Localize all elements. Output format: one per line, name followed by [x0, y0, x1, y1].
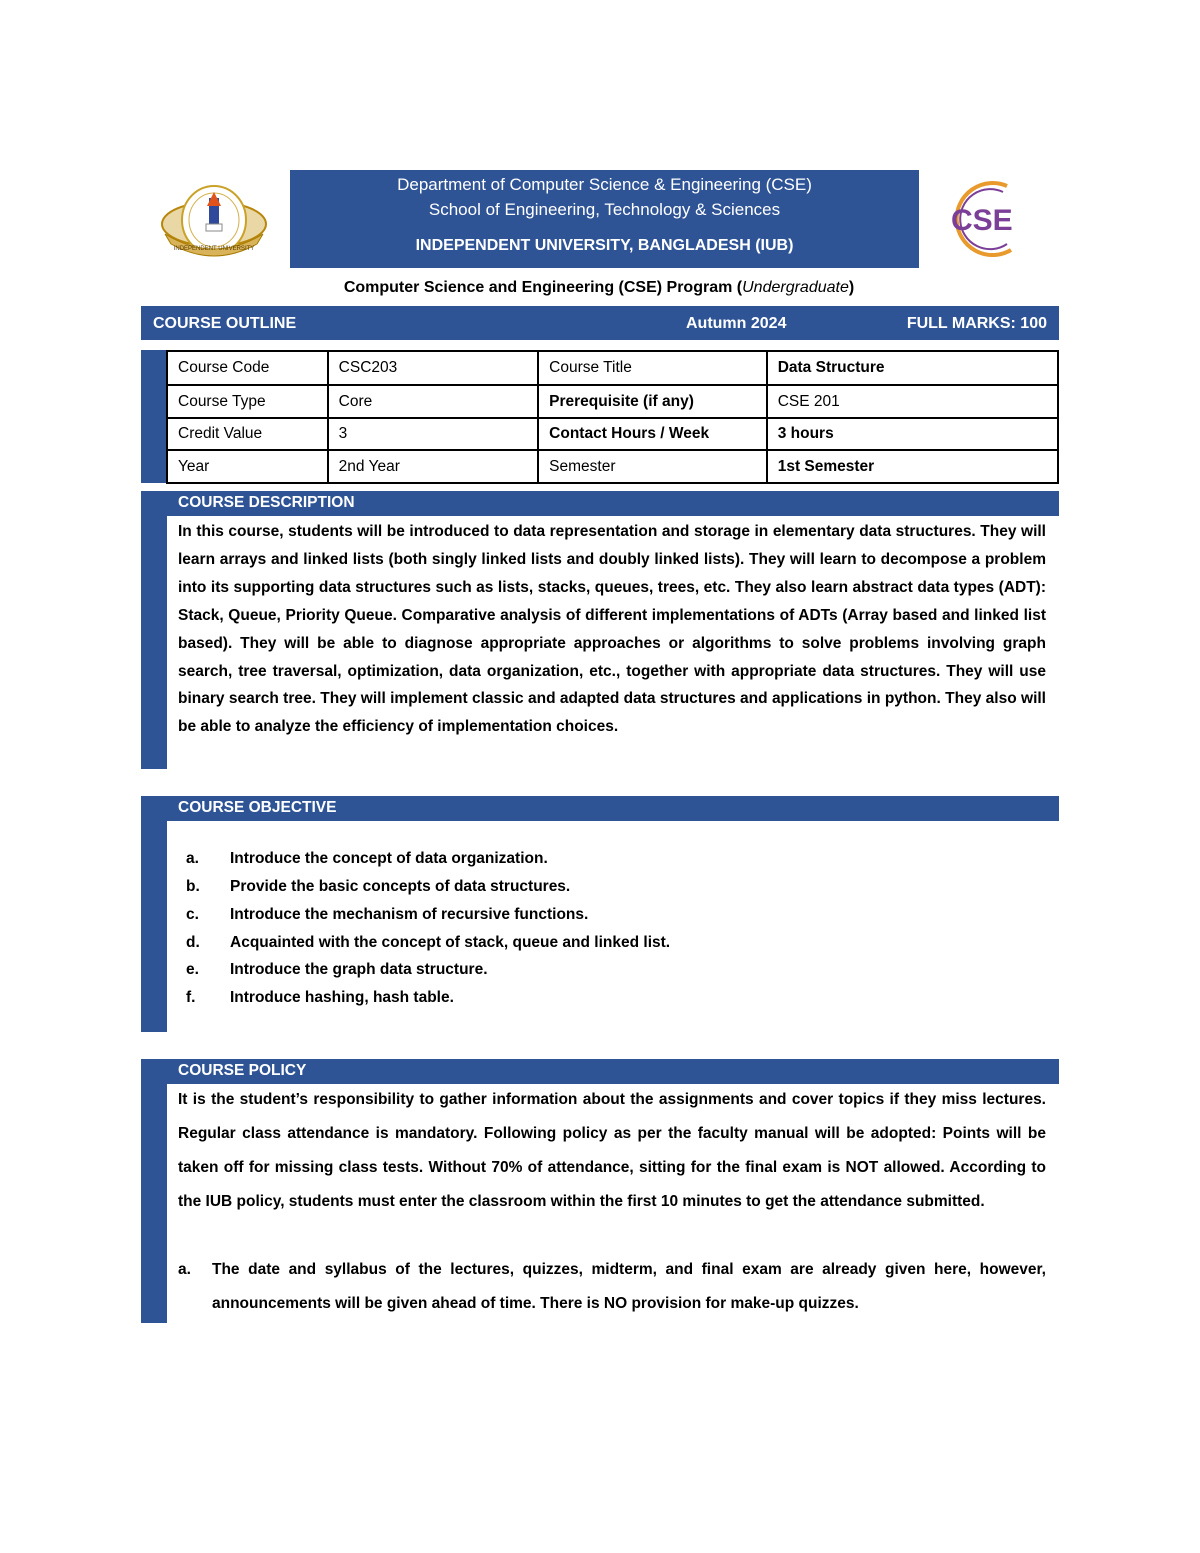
table-cell: 1st Semester — [767, 450, 1058, 483]
cse-logo — [945, 178, 1030, 260]
table-row — [167, 450, 1058, 483]
full-marks-label: FULL MARKS: 100 — [906, 315, 1047, 332]
list-item: b. Provide the basic concepts of data structures. — [186, 878, 571, 895]
list-item: a. Introduce the concept of data organization. — [186, 850, 548, 867]
table-cell: Semester — [538, 450, 767, 483]
table-cell: CSE 201 — [767, 385, 1058, 418]
table-row — [167, 385, 1058, 418]
objective-accent-bar — [141, 796, 167, 1032]
table-cell: Prerequisite (if any) — [538, 385, 767, 418]
list-item: e. Introduce the graph data structure. — [186, 961, 488, 978]
semester-label: Autumn 2024 — [686, 315, 787, 332]
list-item: d. Acquainted with the concept of stack, queue and linked list. — [186, 934, 671, 951]
objective-title: COURSE OBJECTIVE — [178, 799, 337, 816]
objective-header — [141, 796, 1059, 821]
header-banner — [290, 170, 919, 268]
description-accent-bar — [141, 491, 167, 769]
program-title: Computer Science and Engineering (CSE) Program (Undergraduate) — [343, 279, 855, 296]
table-cell: 2nd Year — [328, 450, 539, 483]
svg-text:CSE: CSE — [951, 204, 1013, 237]
table-cell: Course Code — [167, 351, 328, 385]
table-cell: 3 hours — [767, 418, 1058, 450]
course-outline-bar — [141, 306, 1059, 340]
university-name: INDEPENDENT UNIVERSITY, BANGLADESH (IUB) — [415, 237, 794, 254]
department-name: Department of Computer Science & Engineering (CSE) — [397, 175, 812, 194]
policy-text: It is the student’s responsibility to gather information about the assignments and cover topics if they miss lectures. Regular class attendance is mandatory. Following policy as per the faculty manual will be adopted: Points will be taken off for missing class tests. Without 70% of attendance, sitting for the final exam is NOT allowed. According to the IUB policy, students must enter the classroom within the first 10 minutes to get the attendance submitted. — [178, 1091, 1046, 1210]
course-info-table — [166, 350, 1059, 484]
list-item: c. Introduce the mechanism of recursive functions. — [186, 906, 589, 923]
svg-text:INDEPENDENT UNIVERSITY: INDEPENDENT UNIVERSITY — [173, 246, 255, 252]
table-cell: Core — [328, 385, 539, 418]
table-cell: 3 — [328, 418, 539, 450]
table-cell: Credit Value — [167, 418, 328, 450]
description-title: COURSE DESCRIPTION — [178, 494, 355, 511]
iub-logo — [157, 178, 272, 258]
policy-item-marker: a. — [178, 1261, 191, 1278]
policy-accent-bar — [141, 1059, 167, 1323]
outline-label: COURSE OUTLINE — [153, 315, 297, 332]
table-cell: Data Structure — [767, 351, 1058, 385]
description-text: In this course, students will be introduced to data representation and storage in elementary data structures. They will learn arrays and linked lists (both singly linked lists and doubly linked lists). They will learn to decompose a problem into its supporting data structures such as lists, stacks, queues, trees, etc. They also learn abstract data types (ADT): Stack, Queue, Priority Queue. Comparative analysis of different implementations of ADTs (Array based and linked list based). They will be able to diagnose appropriate approaches or algorithms to solve problems involving graph search, tree traversal, optimization, data organization, etc., together with appropriate data structures. They will use binary search tree. They will implement classic and adapted data structures and applications in python. They also will be able to analyze the efficiency of implementation choices. — [178, 523, 1046, 736]
policy-item-text: The date and syllabus of the lectures, quizzes, midterm, and final exam are already given here, however, announcements will be given ahead of time. There is NO provision for make-up quizzes. — [212, 1261, 1046, 1312]
policy-header — [141, 1059, 1059, 1084]
table-cell: Contact Hours / Week — [538, 418, 767, 450]
table-row — [167, 351, 1058, 385]
description-header — [141, 491, 1059, 516]
table-cell: Year — [167, 450, 328, 483]
table-cell: CSC203 — [328, 351, 539, 385]
table-row — [167, 418, 1058, 450]
info-accent-bar — [141, 350, 167, 483]
policy-title: COURSE POLICY — [178, 1062, 307, 1079]
table-cell: Course Title — [538, 351, 767, 385]
school-name: School of Engineering, Technology & Sciences — [428, 200, 781, 219]
list-item: f. Introduce hashing, hash table. — [186, 989, 454, 1006]
table-cell: Course Type — [167, 385, 328, 418]
